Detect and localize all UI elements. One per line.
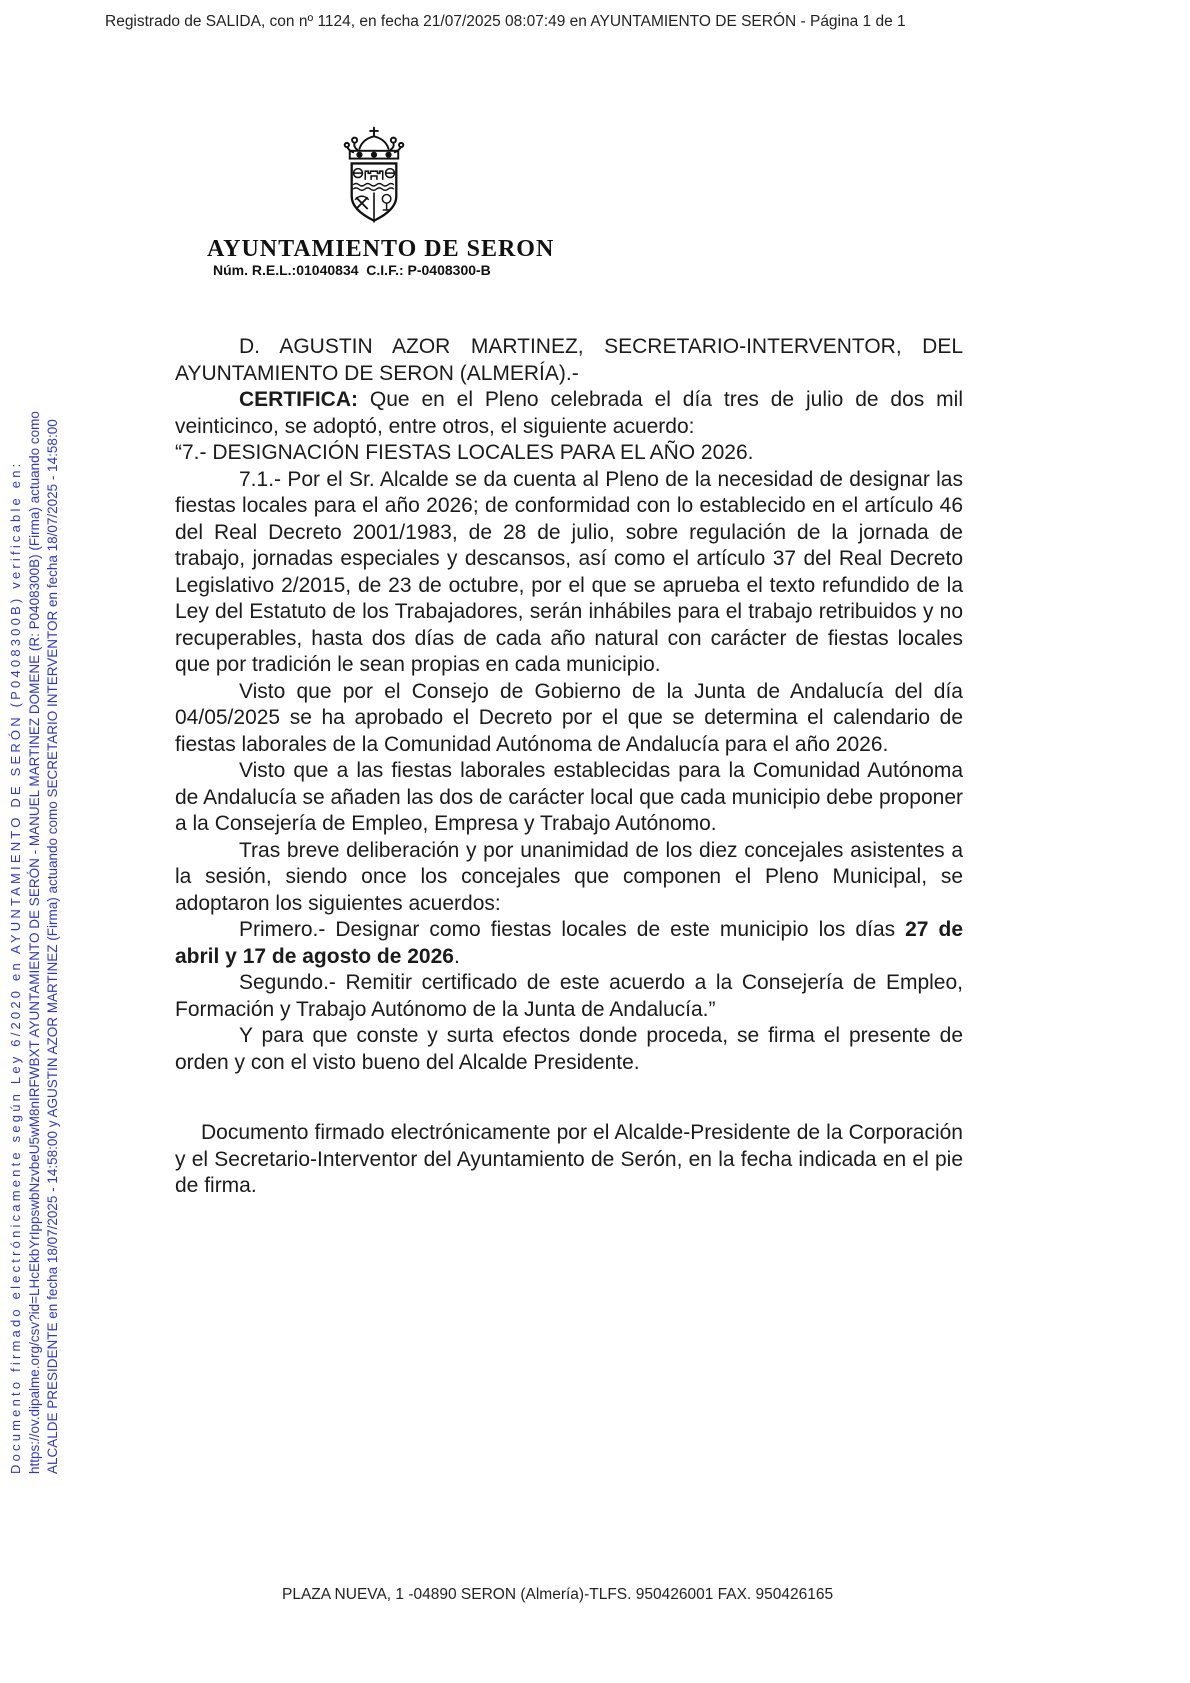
paragraph-firma-electronica: Documento firmado electrónicamente por el Alcalde-Presidente de la Corporación y el Secretario-Interventor del Ayuntamiento de Serón, en la fecha indicada en el pie de firma. xyxy=(175,1121,963,1197)
paragraph-7-1: 7.1.- Por el Sr. Alcalde se da cuenta al Pleno de la necesidad de designar las fiestas locales para el año 2026; de conformidad con lo establecido en el artículo 46 del Real Decreto 2001/1983, de 28 de julio, sobre regulación de la jornada de trabajo, jornadas especiales y descansos, así como el artículo 37 del Real Decreto Legislativo 2/2015, de 23 de octubre, por el que se aprueba el texto refundido de la Ley del Estatuto de los Trabajadores, serán inhábiles para el trabajo retribuidos y no recuperables, hasta dos días de cada año natural con carácter de fiestas locales que por tradición le sean propias en cada municipio. xyxy=(175,467,963,676)
paragraph-heading-7: “7.- DESIGNACIÓN FIESTAS LOCALES PARA EL AÑO 2026. xyxy=(175,441,754,464)
sidebar-verification-line: Documento firmado electrónicamente según Ley 6/2020 en AYUNTAMIENTO DE SERÓN (P0408300B) verificable en: xyxy=(8,460,23,1474)
registration-stamp: Registrado de SALIDA, con nº 1124, en fecha 21/07/2025 08:07:49 en AYUNTAMIENTO DE SERÓN - Página 1 de 1 xyxy=(105,13,906,30)
paragraph-segundo: Segundo.- Remitir certificado de este acuerdo a la Consejería de Empleo, Formación y Trabajo Autónomo de la Junta de Andalucía.” xyxy=(175,971,963,1021)
sidebar-signers-line: ALCALDE PRESIDENTE en fecha 18/07/2025 - 14:58:00 y AGUSTIN AZOR MARTINEZ (Firma) actuando como SECRETARIO INTERVENTOR en fecha 18/07/2025 - 14:58:00 xyxy=(45,419,60,1474)
paragraph-visto-2: Visto que a las fiestas laborales establecidas para la Comunidad Autónoma de Andalucía se añaden las dos de carácter local que cada municipio debe proponer a la Consejería de Empleo, Empresa y Trabajo Autónomo. xyxy=(175,759,963,835)
fiestas-dates: 27 de abril y 17 de agosto de 2026 xyxy=(175,918,963,968)
municipality-name: AYUNTAMIENTO DE SERON xyxy=(207,236,555,262)
paragraph-primero xyxy=(175,917,963,970)
certifica-label: CERTIFICA: xyxy=(239,388,358,411)
footer-address: PLAZA NUEVA, 1 -04890 SERON (Almería)-TLFS. 950426001 FAX. 950426165 xyxy=(282,1586,834,1603)
paragraph-tras: Tras breve deliberación y por unanimidad de los diez concejales asistentes a la sesión, siendo once los concejales que componen el Pleno Municipal, se adoptaron los siguientes acuerdos: xyxy=(175,838,963,915)
coat-of-arms-icon xyxy=(342,124,406,235)
paragraph-certifica xyxy=(175,387,963,440)
paragraph-cierre: Y para que conste y surta efectos donde proceda, se firma el presente de orden y con el visto bueno del Alcalde Presidente. xyxy=(175,1024,963,1074)
primero-end: . xyxy=(453,944,460,968)
certifica-text: Que en el Pleno celebrada el día tres de julio de dos mil veinticinco, se adoptó, entre otros, el siguiente acuerdo: xyxy=(175,388,963,438)
primero-text: Primero.- Designar como fiestas locales de este municipio los días xyxy=(239,918,906,941)
paragraph-visto-1: Visto que por el Consejo de Gobierno de la Junta de Andalucía del día 04/05/2025 se ha aprobado el Decreto por el que se determina el calendario de fiestas laborales de la Comunidad Autónoma de Andalucía para el año 2026. xyxy=(175,679,963,756)
paragraph-intro: D. AGUSTIN AZOR MARTINEZ, SECRETARIO-INTERVENTOR, DEL AYUNTAMIENTO DE SERON (ALMERÍA).- xyxy=(175,335,963,385)
sidebar-csv-url-line: https://ov.dipalme.org/csv?id=LHcEkbYrIppswbNzvbeU5wM8nIRFWBXT AYUNTAMIENTO DE SERÓN - MANUEL MARTINEZ DOMENE (R: P0408300B) (Firma) actuando como xyxy=(27,411,42,1474)
certificate-body xyxy=(175,334,963,1200)
municipality-registry: Núm. R.E.L.:01040834 C.I.F.: P-0408300-B xyxy=(213,262,491,278)
